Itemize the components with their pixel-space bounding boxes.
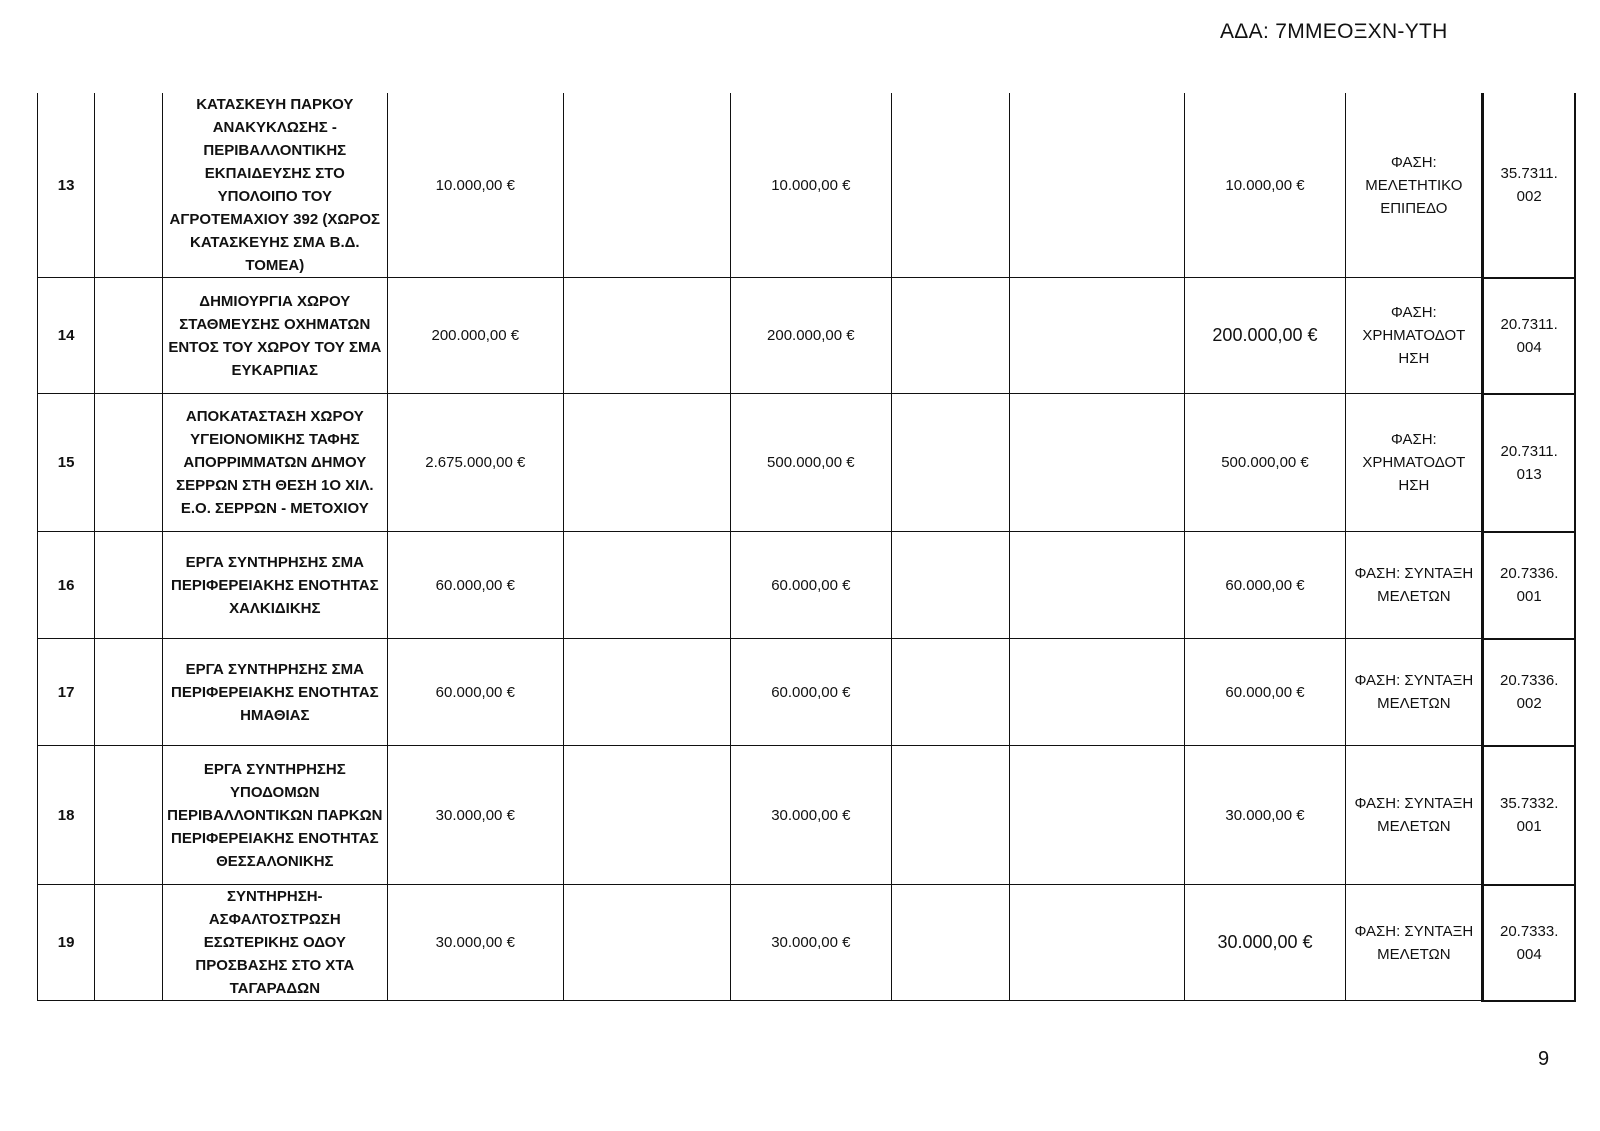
empty-cell xyxy=(95,394,163,532)
table-row xyxy=(38,394,1576,532)
total-budget: 200.000,00 € xyxy=(387,278,563,394)
final-amount: 500.000,00 € xyxy=(1184,394,1346,532)
table-row xyxy=(38,278,1576,394)
empty-cell xyxy=(1009,532,1184,639)
row-number: 15 xyxy=(38,394,95,532)
empty-cell xyxy=(892,746,1010,885)
project-title: ΔΗΜΙΟΥΡΓΙΑ ΧΩΡΟΥ ΣΤΑΘΜΕΥΣΗΣ ΟΧΗΜΑΤΩΝ ΕΝΤΟΣ ΤΟΥ ΧΩΡΟΥ ΤΟΥ ΣΜΑ ΕΥΚΑΡΠΙΑΣ xyxy=(162,278,387,394)
row-number: 17 xyxy=(38,639,95,746)
table-row xyxy=(38,639,1576,746)
total-budget: 2.675.000,00 € xyxy=(387,394,563,532)
budget-code: 20.7336. 002 xyxy=(1483,639,1575,746)
project-title: ΕΡΓΑ ΣΥΝΤΗΡΗΣΗΣ ΣΜΑ ΠΕΡΙΦΕΡΕΙΑΚΗΣ ΕΝΟΤΗΤΑΣ ΗΜΑΘΙΑΣ xyxy=(162,639,387,746)
year-amount: 500.000,00 € xyxy=(730,394,892,532)
phase-status: ΦΑΣΗ: ΣΥΝΤΑΞΗ ΜΕΛΕΤΩΝ xyxy=(1346,639,1483,746)
empty-cell xyxy=(1009,885,1184,1001)
total-budget: 60.000,00 € xyxy=(387,639,563,746)
empty-cell xyxy=(892,278,1010,394)
empty-cell xyxy=(95,885,163,1001)
empty-cell xyxy=(563,885,730,1001)
budget-code: 35.7332. 001 xyxy=(1483,746,1575,885)
empty-cell xyxy=(563,639,730,746)
projects-table xyxy=(37,93,1576,1002)
year-amount: 30.000,00 € xyxy=(730,885,892,1001)
empty-cell xyxy=(892,885,1010,1001)
page-number: 9 xyxy=(1538,1048,1550,1070)
row-number: 13 xyxy=(38,93,95,278)
empty-cell xyxy=(95,93,163,278)
empty-cell xyxy=(563,394,730,532)
row-number: 16 xyxy=(38,532,95,639)
empty-cell xyxy=(1009,394,1184,532)
phase-status: ΦΑΣΗ: ΜΕΛΕΤΗΤΙΚΟ ΕΠΙΠΕΔΟ xyxy=(1346,93,1483,278)
table-row xyxy=(38,746,1576,885)
row-number: 18 xyxy=(38,746,95,885)
final-amount: 10.000,00 € xyxy=(1184,93,1346,278)
year-amount: 60.000,00 € xyxy=(730,532,892,639)
total-budget: 30.000,00 € xyxy=(387,746,563,885)
empty-cell xyxy=(563,746,730,885)
phase-status: ΦΑΣΗ: ΧΡΗΜΑΤΟΔΟΤ ΗΣΗ xyxy=(1346,394,1483,532)
final-amount: 200.000,00 € xyxy=(1184,278,1346,394)
total-budget: 60.000,00 € xyxy=(387,532,563,639)
phase-status: ΦΑΣΗ: ΧΡΗΜΑΤΟΔΟΤ ΗΣΗ xyxy=(1346,278,1483,394)
budget-code: 20.7333. 004 xyxy=(1483,885,1575,1001)
table-row xyxy=(38,93,1576,278)
year-amount: 10.000,00 € xyxy=(730,93,892,278)
empty-cell xyxy=(1009,639,1184,746)
final-amount: 60.000,00 € xyxy=(1184,532,1346,639)
project-title: ΕΡΓΑ ΣΥΝΤΗΡΗΣΗΣ ΥΠΟΔΟΜΩΝ ΠΕΡΙΒΑΛΛΟΝΤΙΚΩΝ ΠΑΡΚΩΝ ΠΕΡΙΦΕΡΕΙΑΚΗΣ ΕΝΟΤΗΤΑΣ ΘΕΣΣΑΛΟΝΙΚΗΣ xyxy=(162,746,387,885)
empty-cell xyxy=(563,278,730,394)
year-amount: 60.000,00 € xyxy=(730,639,892,746)
empty-cell xyxy=(95,532,163,639)
budget-code: 20.7311. 013 xyxy=(1483,394,1575,532)
total-budget: 30.000,00 € xyxy=(387,885,563,1001)
project-title: ΣΥΝΤΗΡΗΣΗ- ΑΣΦΑΛΤΟΣΤΡΩΣΗ ΕΣΩΤΕΡΙΚΗΣ ΟΔΟΥ ΠΡΟΣΒΑΣΗΣ ΣΤΟ ΧΤΑ ΤΑΓΑΡΑΔΩΝ xyxy=(162,885,387,1001)
empty-cell xyxy=(563,532,730,639)
empty-cell xyxy=(892,639,1010,746)
year-amount: 200.000,00 € xyxy=(730,278,892,394)
empty-cell xyxy=(95,746,163,885)
project-title: ΚΑΤΑΣΚΕΥΗ ΠΑΡΚΟΥ ΑΝΑΚΥΚΛΩΣΗΣ - ΠΕΡΙΒΑΛΛΟΝΤΙΚΗΣ ΕΚΠΑΙΔΕΥΣΗΣ ΣΤΟ ΥΠΟΛΟΙΠΟ ΤΟΥ ΑΓΡΟΤΕΜΑΧΙΟΥ 392 (ΧΩΡΟΣ ΚΑΤΑΣΚΕΥΗΣ ΣΜΑ Β.Δ. ΤΟΜΕΑ) xyxy=(162,93,387,278)
budget-code: 35.7311. 002 xyxy=(1483,93,1575,278)
row-number: 14 xyxy=(38,278,95,394)
empty-cell xyxy=(892,532,1010,639)
phase-status: ΦΑΣΗ: ΣΥΝΤΑΞΗ ΜΕΛΕΤΩΝ xyxy=(1346,885,1483,1001)
empty-cell xyxy=(892,93,1010,278)
budget-code: 20.7311. 004 xyxy=(1483,278,1575,394)
table-row xyxy=(38,532,1576,639)
final-amount: 30.000,00 € xyxy=(1184,746,1346,885)
year-amount: 30.000,00 € xyxy=(730,746,892,885)
empty-cell xyxy=(1009,93,1184,278)
table-row xyxy=(38,885,1576,1001)
project-title: ΑΠΟΚΑΤΑΣΤΑΣΗ ΧΩΡΟΥ ΥΓΕΙΟΝΟΜΙΚΗΣ ΤΑΦΗΣ ΑΠΟΡΡΙΜΜΑΤΩΝ ΔΗΜΟΥ ΣΕΡΡΩΝ ΣΤΗ ΘΕΣΗ 1Ο ΧΙΛ. Ε.Ο. ΣΕΡΡΩΝ - ΜΕΤΟΧΙΟΥ xyxy=(162,394,387,532)
final-amount: 30.000,00 € xyxy=(1184,885,1346,1001)
final-amount: 60.000,00 € xyxy=(1184,639,1346,746)
empty-cell xyxy=(563,93,730,278)
budget-code: 20.7336. 001 xyxy=(1483,532,1575,639)
empty-cell xyxy=(95,278,163,394)
row-number: 19 xyxy=(38,885,95,1001)
total-budget: 10.000,00 € xyxy=(387,93,563,278)
ada-identifier: ΑΔΑ: 7ΜΜΕΟΞΧΝ-ΥΤΗ xyxy=(1220,20,1448,43)
empty-cell xyxy=(1009,746,1184,885)
phase-status: ΦΑΣΗ: ΣΥΝΤΑΞΗ ΜΕΛΕΤΩΝ xyxy=(1346,532,1483,639)
empty-cell xyxy=(95,639,163,746)
empty-cell xyxy=(1009,278,1184,394)
empty-cell xyxy=(892,394,1010,532)
phase-status: ΦΑΣΗ: ΣΥΝΤΑΞΗ ΜΕΛΕΤΩΝ xyxy=(1346,746,1483,885)
project-title: ΕΡΓΑ ΣΥΝΤΗΡΗΣΗΣ ΣΜΑ ΠΕΡΙΦΕΡΕΙΑΚΗΣ ΕΝΟΤΗΤΑΣ ΧΑΛΚΙΔΙΚΗΣ xyxy=(162,532,387,639)
